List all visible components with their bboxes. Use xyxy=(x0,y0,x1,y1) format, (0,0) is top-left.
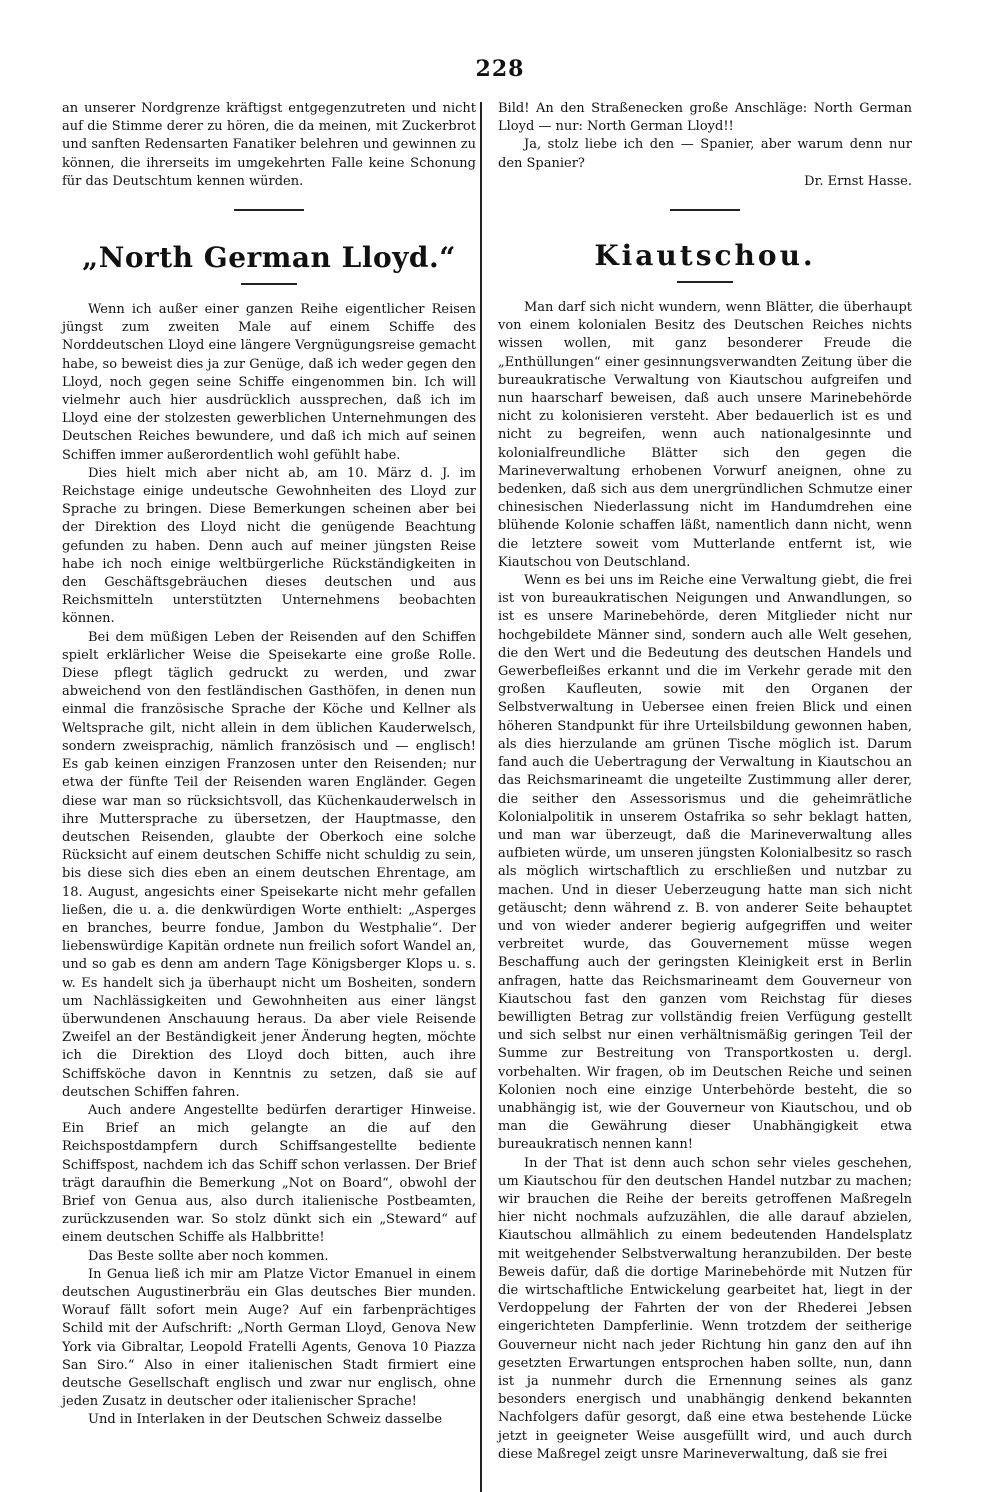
section-separator xyxy=(670,209,740,211)
title-underline xyxy=(241,283,297,285)
article-paragraph: Und in Interlaken in der Deutschen Schweiz dasselbe xyxy=(88,1412,443,1428)
article-paragraph: Dies hielt mich aber nicht ab, am 10. März d. J. im Reichstage einige undeutsche Gewohnheiten des Lloyd zur Sprache zu bringen. Diese Bemerkungen scheinen aber bei der Direktion des Lloyd nicht die genügende Beachtung gefunden zu haben. Denn auch auf meiner jüngsten Reise habe ich noch einige weltbürgerliche Rückständigkeiten in den Geschäftsgebräuchen dieses deutschen und aus Reichsmitteln unterstützten Unternehmens beobachten können. xyxy=(62,465,476,627)
article-paragraph: In Genua ließ ich mir am Platze Victor Emanuel in einem deutschen Augustinerbräu ein Glas deutsches Bier munden. Worauf fällt sofort mein Auge? Auf ein farbenprächtiges Schild mit der Aufschrift: „North German Lloyd, Genova New York via Gibraltar, Leopold Fratelli Agents, Genova 10 Piazza San Siro.“ Also in einer italienischen Stadt firmiert eine deutsche Gesellschaft englisch und zwar nur englisch, ohne jeden Zusatz in deutscher oder italienischer Sprache! xyxy=(62,1266,476,1410)
page-number: 228 xyxy=(475,56,525,82)
left-column xyxy=(62,100,476,1430)
article-paragraph: Wenn ich außer einer ganzen Reihe eigentlicher Reisen jüngst zum zweiten Male auf einem Schiffe des Norddeutschen Lloyd eine längere Vergnügungsreise gemacht habe, so beweist dies ja zur Genüge, daß ich weder gegen den Lloyd, noch gegen seine Schiffe eingenommen bin. Ich will vielmehr auch hier ausdrücklich aussprechen, daß ich im Lloyd eine der stolzesten gewerblichen Unternehmungen des Deutschen Reiches bewundere, und daß ich mich auf seinen Schiffen immer außerordentlich wohl gefühlt habe. xyxy=(62,302,476,463)
article-paragraph: Das Beste sollte aber noch kommen. xyxy=(88,1248,329,1264)
column-divider xyxy=(480,102,482,1492)
section-separator xyxy=(234,209,304,211)
author-signature: Dr. Ernst Hasse. xyxy=(804,173,912,189)
article-paragraph: Bei dem müßigen Leben der Reisenden auf den Schiffen spielt erklärlicher Weise die Speisekarte eine große Rolle. Diese pflegt täglich gedruckt zu werden, und zwar abweichend von den festländischen Gasthöfen, in denen nun einmal die französische Sprache der Köche und Kellner als Weltsprache gilt, nicht allein in dem üblichen Kauderwelsch, sondern zweisprachig, nämlich französisch und — englisch! Es gab keinen einzigen Franzosen unter den Reisenden; nur etwa der fünfte Teil der Reisenden waren Engländer. Gegen diese war man so rücksichtsvoll, das Küchenkauderwelsch in ihre Muttersprache zu übersetzen, der Hauptmasse, den deutschen Reisenden, glaubte der Oberkoch eine solche Rücksicht auf einem deutschen Schiffe nicht schuldig zu sein, bis diese sich dies eben an einem deutschen Ehrentage, am 18. August, angesichts einer Speisekarte nicht mehr gefallen ließen, die u. a. die denkwürdigen Worte enthielt: „Asperges en branches, beurre fondue, Jambon du Westphalie“. Der liebenswürdige Kapitän ordnete nun freilich sofort Wandel an, und so gab es denn am andern Tage Königsberger Klops u. s. w. Es handelt sich ja überhaupt nicht um Bosheiten, sondern um Nachlässigkeiten und Gewohnheiten aus einer längst überwundenen Anschauung heraus. Da aber viele Reisende Zweifel an der Beständigkeit jener Änderung hegten, möchte ich die Direktion des Lloyd doch bitten, auch ihre Schiffsköche davon in Kenntnis zu setzen, daß sie auf deutschen Schiffen fahren. xyxy=(62,629,476,1100)
article-title-kiautschou: Kiautschou. xyxy=(594,239,816,273)
closing-sentence: Ja, stolz liebe ich den — Spanier, aber warum denn nur den Spanier? xyxy=(498,137,912,171)
article-title-north-german-lloyd: „North German Lloyd.“ xyxy=(82,241,456,275)
intro-paragraph: an unserer Nordgrenze kräftigst entgegenzutreten und nicht auf die Stimme derer zu hören, die da meinen, mit Zuckerbrot und sanften Redensarten Fanatiker belehren und gewinnen zu können, die ihrerseits im umgekehrten Falle keine Schonung für das Deutschtum kennen würden. xyxy=(62,101,476,189)
article-paragraph: Wenn es bei uns im Reiche eine Verwaltung giebt, die frei ist von bureaukratischen Neigungen und Anwandlungen, so ist es unsere Marinebehörde, deren Mitglieder nicht nur hochgebildete Männer sind, sondern auch alle Welt gesehen, die den Wert und die Bedeutung des deutschen Handels und Gewerbefleißes erkannt und die im Verkehr gerade mit den großen Kaufleuten, sowie mit den Organen der Selbstverwaltung in Uebersee einen freien Blick und einen höheren Standpunkt für ihre Urteilsbildung gewonnen haben, als dies hierzulande am grünen Tische möglich ist. Darum fand auch die Uebertragung der Verwaltung in Kiautschou an das Reichsmarineamt die ungeteilte Zustimmung aller derer, die seither den Assessorismus und die geheimrätliche Kolonialpolitik in unserem Ostafrika so sehr beklagt hatten, und man war überzeugt, daß die Marineverwaltung alles aufbieten würde, um unseren jüngsten Kolonialbesitz so rasch als möglich wirtschaftlich zu erschließen und nutzbar zu machen. Und in dieser Ueberzeugung hatte man sich nicht getäuscht; denn während z. B. von anderer Seite behauptet und von wieder anderer begierig aufgegriffen und weiter verbreitet wurde, das Gouvernement müsse wegen Beschaffung auch der geringsten Kleinigkeit erst in Berlin anfragen, hatte das Reichsmarineamt dem Gouverneur von Kiautschou fast den ganzen vom Reichstag für dieses bewilligten Betrag zur vollständig freien Verfügung gestellt und sich selbst nur einen verhältnismäßig geringen Teil der Summe zur Bestreitung von Transportkosten u. dergl. vorbehalten. Wir fragen, ob im Deutschen Reiche und seinen Kolonien noch eine einzige Unterbehörde besteht, die so unabhängig ist, wie der Gouverneur von Kiautschou, und ob man die Gewährung dieser Unabhängigkeit etwa bureaukratisch nennen kann! xyxy=(498,573,912,1153)
title-underline xyxy=(677,281,733,283)
article-paragraph: Auch andere Angestellte bedürfen derartiger Hinweise. Ein Brief an mich gelangte an die auf den Reichspostdampfern durch Schiffsangestellte bediente Schiffspost, nachdem ich das Schiff schon verlassen. Der Brief trägt daraufhin die Bemerkung „Not on Board“, obwohl der Brief von Genua aus, also durch italienische Postbeamten, zurückzusenden war. So stolz dünkt sich ein „Steward“ auf einem deutschen Schiffe als Halbbritte! xyxy=(62,1102,476,1246)
article-paragraph: Man darf sich nicht wundern, wenn Blätter, die überhaupt von einem kolonialen Besitz des Deutschen Reiches nichts wissen wollen, mit ganz besonderer Freude die „Enthüllungen“ einer gesinnungsverwandten Zeitung über die bureaukratische Verwaltung von Kiautschou aufgreifen und nun haarscharf beweisen, daß auch unsere Marinebehörde nicht zu kolonisieren versteht. Aber bedauerlich ist es und nicht zu begreifen, wenn auch nationalgesinnte und kolonialfreundliche Blätter sich den gegen die Marineverwaltung erhobenen Vorwurf aneignen, ohne zu bedenken, daß sich aus dem unergründlichen Schmutze einer chinesischen Niederlassung nicht im Handumdrehen eine blühende Kolonie schaffen läßt, namentlich dann nicht, wenn die letztere soweit vom Mutterlande entfernt ist, wie Kiautschou von Deutschland. xyxy=(498,300,912,570)
continuation-paragraph: Bild! An den Straßenecken große Anschläge: North German Lloyd — nur: North German Lloyd!! xyxy=(498,101,912,135)
article-paragraph: In der That ist denn auch schon sehr vieles geschehen, um Kiautschou für den deutschen Handel nutzbar zu machen; wir brauchen die Reihe der bereits getroffenen Maßregeln hier nicht nochmals aufzuzählen, die alle darauf abzielen, Kiautschou allmählich zu einem bedeutenden Handelsplatz mit weitgehender Selbstverwaltung heranzubilden. Der beste Beweis dafür, daß die dortige Marinebehörde mit Nutzen für die wirtschaftliche Entwickelung gearbeitet hat, liegt in der Verdoppelung der Fahrten der von der Rhederei Jebsen eingerichteten Dampferlinie. Wenn trotzdem der seitherige Gouverneur nicht nach jeder Richtung hin ganz den auf ihn gesetzten Erwartungen entsprochen haben sollte, nun, dann ist ja nunmehr durch die Ernennung seines als ganz besonders energisch und unabhängig denkend bekannten Nachfolgers dafür gesorgt, daß eine etwa bestehende Lücke jetzt in geeigneter Weise ausgefüllt wird, und auch durch diese Maßregel zeigt unsre Marineverwaltung, daß sie frei xyxy=(498,1155,912,1462)
closing-paragraph xyxy=(498,136,912,191)
right-column xyxy=(498,100,912,1464)
